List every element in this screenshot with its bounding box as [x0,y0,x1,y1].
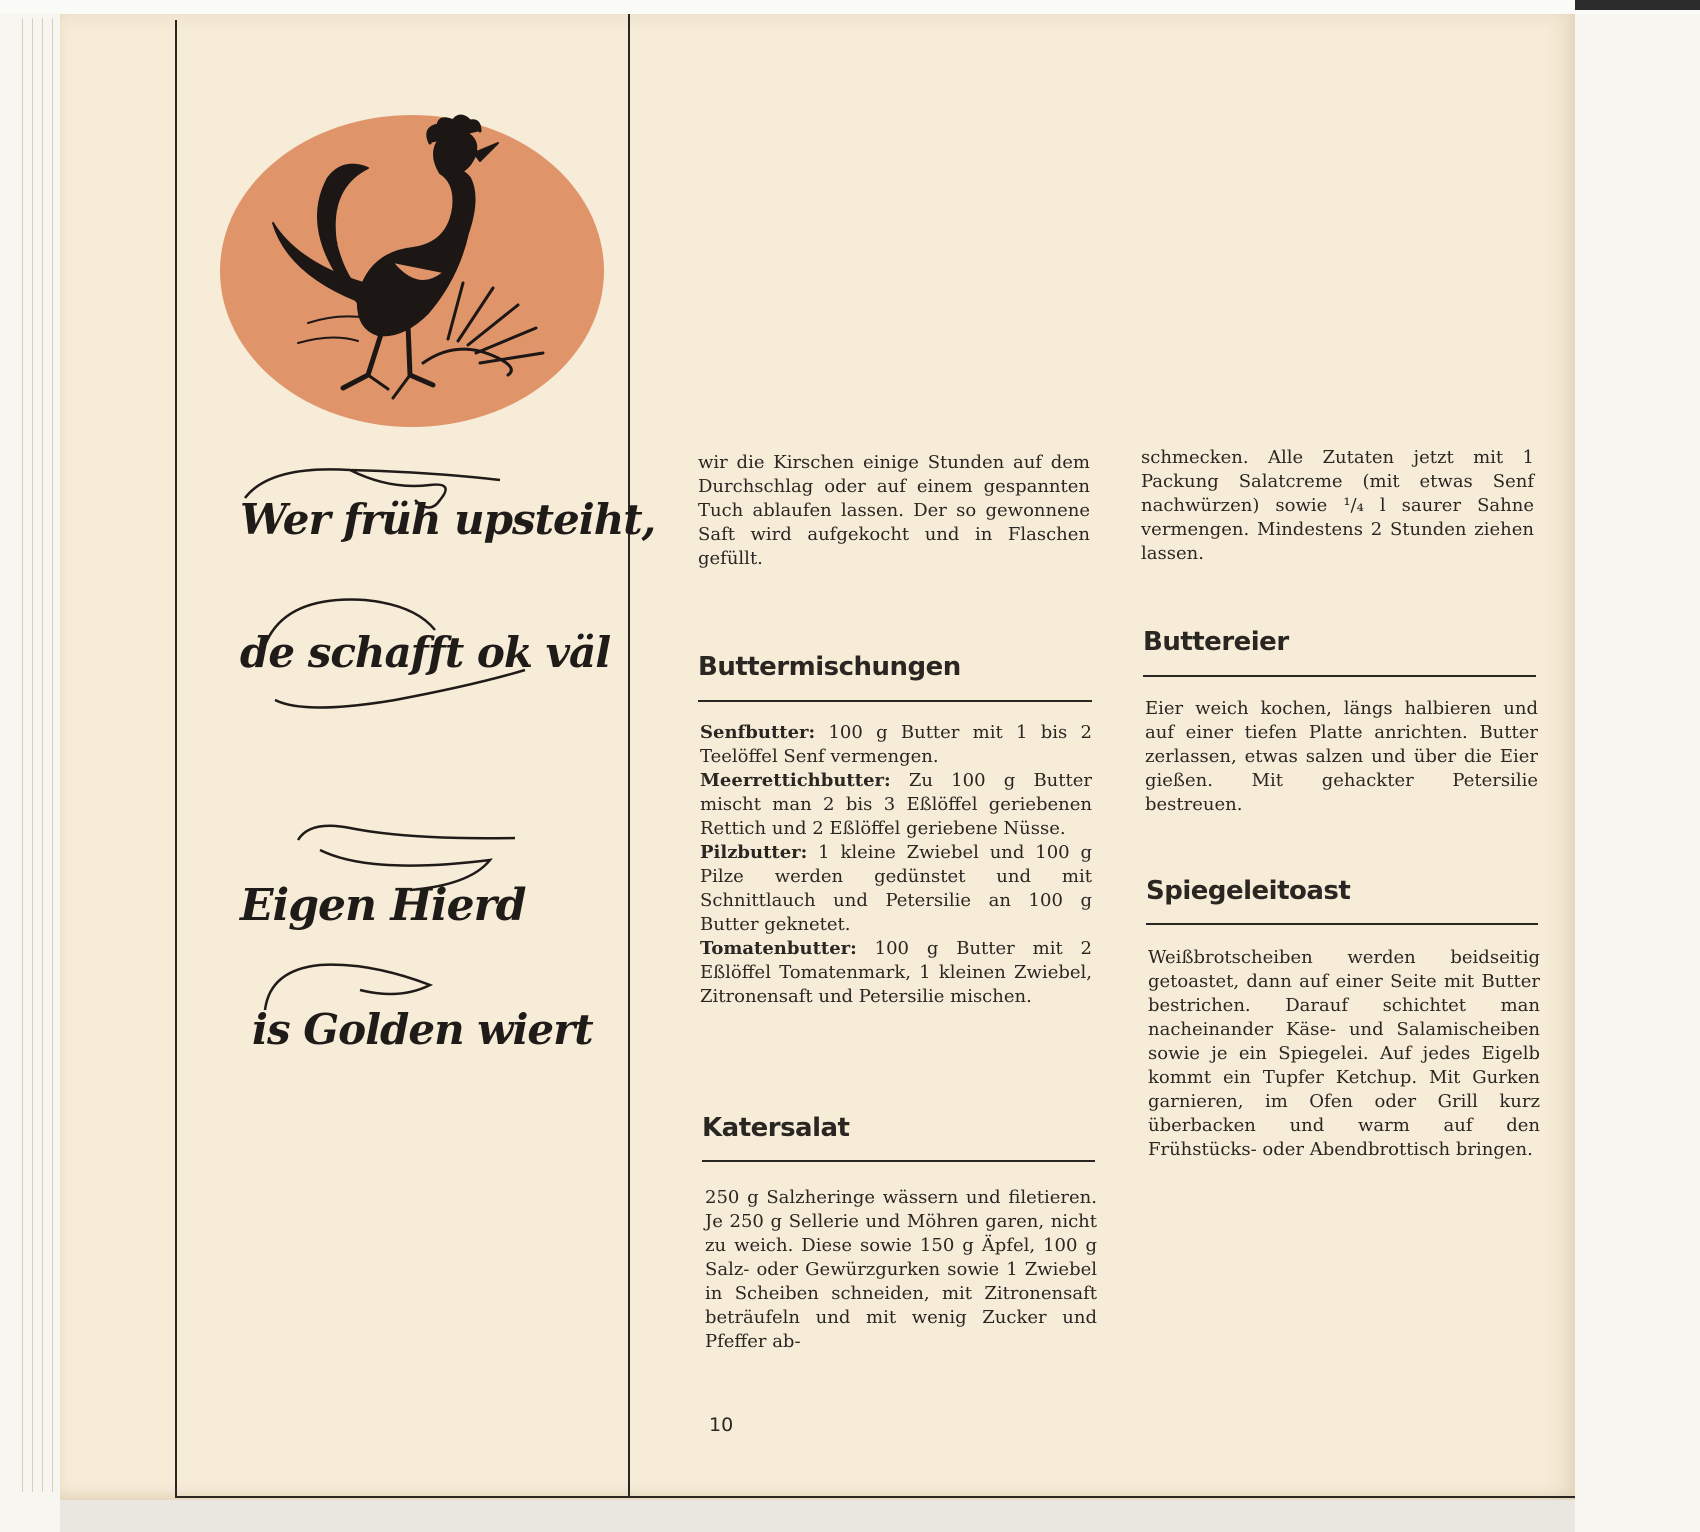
katersalat-text: 250 g Salzheringe wässern und filetieren. Je 250 g Sellerie und Möhren garen, nicht zu weich. Diese sowie 150 g Äpfel, 100 g Salz- oder Gewürzgurken sowie 1 Zwiebel in Scheiben schneiden, mit Zitronensaft beträufeln und mit wenig Zucker und Pfeffer ab- [705,1187,1097,1352]
katersalat-recipe [705,1186,1097,1354]
bottom-border-rule [175,1496,1575,1498]
page-stack-edge [52,18,53,1492]
proverb-line-4: is Golden wiert [252,1005,593,1054]
katersalat-continued-text: schmecken. Alle Zutaten jetzt mit 1 Packung Salatcreme (mit etwas Senf nachwürzen) sowie ¹/₄ l saurer Sahne vermengen. Mindestens 2 Stunden ziehen lassen. [1141,447,1534,564]
heading-underline [698,700,1092,702]
recipe-text: 1 kleine Zwiebel und 100 g Pilze werden gedünstet und mit Schnittlauch und Petersilie an 100 g Butter geknetet. [700,842,1092,935]
spiegeleitoast-recipe [1148,946,1540,1162]
recipe-pilzbutter [700,841,1092,937]
scan-bottom-margin [60,1500,1575,1532]
proverb-line-3: Eigen Hierd [240,880,526,931]
heading-underline [1146,923,1538,925]
spiegeleitoast-text: Weißbrotscheiben werden beidseitig getoastet, dann auf einer Seite mit Butter bestrichen. Darauf schichtet man nacheinander Käse- und Salamischeiben sowie je ein Spiegelei. Auf jedes Eigelb kommt ein Tupfer Ketchup. Mit Gurken garnieren, im Ofen oder Grill kurz überbacken und warm auf den Frühstücks- oder Abendbrottisch bringen. [1148,947,1540,1160]
recipe-text: 100 g Butter mit 1 bis 2 Teelöffel Senf vermengen. [700,722,1092,767]
page-stack-edge [42,18,43,1492]
column-intro-text [698,451,1090,571]
recipe-name: Senfbutter: [700,722,816,743]
recipe-text: 100 g Butter mit 2 Eßlöffel Tomatenmark, 1 kleinen Zwiebel, Zitronensaft und Petersilie mischen. [700,938,1092,1007]
buttereier-recipe [1145,697,1538,817]
page-stack-edge [22,18,23,1492]
recipe-tomatenbutter [700,937,1092,1009]
katersalat-continued [1141,446,1534,566]
kirschen-continued-paragraph: wir die Kirschen einige Stunden auf dem Durchschlag oder auf einem gespannten Tuch ablaufen lassen. Der so gewonnene Saft wird aufgekocht und in Flaschen gefüllt. [698,452,1090,569]
heading-spiegeleitoast: Spiegeleitoast [1146,876,1351,906]
page-stack-edge [32,18,33,1492]
heading-katersalat: Katersalat [702,1113,850,1143]
page-number: 10 [709,1414,734,1436]
scan-background [0,0,1700,14]
center-divider-rule [628,14,630,1498]
recipe-meerrettichbutter [700,769,1092,841]
heading-underline [1143,675,1536,677]
heading-underline [702,1160,1095,1162]
scan-dark-corner [1575,0,1700,10]
recipe-name: Pilzbutter: [700,842,808,863]
recipe-senfbutter [700,721,1092,769]
buttereier-text: Eier weich kochen, längs halbieren und auf einer tiefen Platte anrichten. Butter zerlassen, etwas salzen und über die Eier gießen. Mit gehackter Petersilie bestreuen. [1145,698,1538,815]
proverb-line-2: de schafft ok väl [240,628,611,677]
heading-buttereier: Buttereier [1143,627,1289,657]
recipe-name: Tomatenbutter: [700,938,857,959]
recipe-text: Zu 100 g Butter mischt man 2 bis 3 Eßlöffel geriebenen Rettich und 2 Eßlöffel geriebene Nüsse. [700,770,1092,839]
proverb-line-1: Wer früh upsteiht, [240,495,656,544]
recipe-name: Meerrettichbutter: [700,770,891,791]
rooster-icon [218,113,606,430]
buttermischungen-recipes [700,721,1092,1009]
heading-buttermischungen: Buttermischungen [698,652,961,682]
left-border-rule [175,20,177,1498]
